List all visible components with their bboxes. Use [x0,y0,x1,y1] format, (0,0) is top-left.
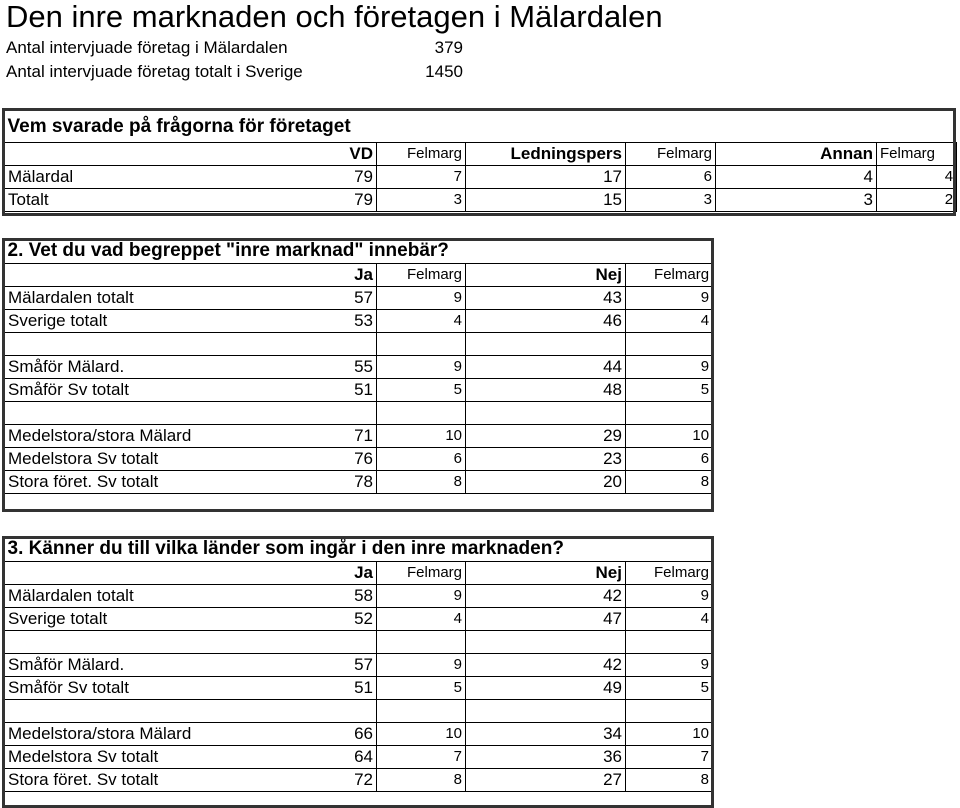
cell: 4 [626,309,713,332]
cell: 36 [466,745,626,768]
cell [377,630,466,653]
spacer-row [5,699,713,722]
cell: 48 [466,378,626,401]
cell: 17 [466,165,626,188]
cell [626,630,713,653]
cell: 9 [377,584,466,607]
row-label: Mälardalen totalt 57 [5,286,377,309]
cell: 10 [626,424,713,447]
table-row [5,676,713,699]
row-label: Mälardalen totalt 58 [5,584,377,607]
q3-heading: 3. Känner du till vilka länder som ingår i den inre marknaden? [7,538,564,560]
table-row [5,188,957,211]
cell [466,332,626,355]
cell: 9 [377,653,466,676]
col-header: Felmarg [377,263,466,286]
meta-label: Antal intervjuade företag totalt i Sverige [6,62,303,81]
q1-header-row [5,142,957,165]
cell: 8 [377,768,466,791]
col-header: Ja [5,561,377,584]
cell: 4 [377,309,466,332]
cell: 10 [377,722,466,745]
cell [377,401,466,424]
col-header: Nej [466,263,626,286]
table-row [5,286,713,309]
col-header: Felmarg [877,142,957,165]
cell: 9 [377,355,466,378]
row-label: Medelstora Sv totalt 76 [5,447,377,470]
col-header: Felmarg [377,561,466,584]
row-label [5,630,377,653]
cell: 3 [626,188,716,211]
cell: 5 [377,378,466,401]
page-title: Den inre marknaden och företagen i Mälardalen [6,0,663,34]
row-label: Småför Mälard. 57 [5,653,377,676]
q2-table [4,240,713,494]
cell: 3 [716,188,877,211]
cell: 20 [466,470,626,493]
cell: 8 [626,470,713,493]
cell [377,332,466,355]
row-label: Mälardal 79 [5,165,377,188]
cell: 7 [626,745,713,768]
cell: 8 [626,768,713,791]
col-header: Felmarg [626,561,713,584]
row-label: Sverige totalt 52 [5,607,377,630]
cell: 5 [626,378,713,401]
cell [466,630,626,653]
cell [466,401,626,424]
cell: 10 [377,424,466,447]
cell: 4 [377,607,466,630]
row-label [5,401,377,424]
row-label: Stora föret. Sv totalt 78 [5,470,377,493]
row-label: Småför Mälard. 55 [5,355,377,378]
cell: 8 [377,470,466,493]
row-label: Småför Sv totalt 51 [5,378,377,401]
cell: 5 [626,676,713,699]
table-row [5,607,713,630]
cell: 9 [626,584,713,607]
meta-value: 379 [434,38,463,57]
table-row [5,470,713,493]
cell: 9 [626,653,713,676]
cell [377,699,466,722]
cell: 44 [466,355,626,378]
cell: 42 [466,584,626,607]
meta-value: 1450 [425,62,463,81]
cell: 29 [466,424,626,447]
cell: 2 [877,188,957,211]
meta-label: Antal intervjuade företag i Mälardalen [6,38,288,57]
cell: 4 [626,607,713,630]
table-row [5,447,713,470]
col-header: Felmarg [626,142,716,165]
cell: 4 [877,165,957,188]
row-label: Medelstora Sv totalt 64 [5,745,377,768]
cell: 10 [626,722,713,745]
cell: 9 [626,355,713,378]
cell: 5 [377,676,466,699]
cell: 27 [466,768,626,791]
table-row [5,722,713,745]
cell: 6 [626,165,716,188]
row-label: Sverige totalt 53 [5,309,377,332]
col-header: Nej [466,561,626,584]
cell [626,332,713,355]
col-header: Ja [5,263,377,286]
col-header: Felmarg [377,142,466,165]
q2-header-row [5,263,713,286]
cell: 9 [626,286,713,309]
cell: 43 [466,286,626,309]
cell: 3 [377,188,466,211]
cell: 46 [466,309,626,332]
row-label [5,699,377,722]
cell: 49 [466,676,626,699]
q2-heading: 2. Vet du vad begreppet "inre marknad" innebär? [7,240,449,262]
row-label: Småför Sv totalt 51 [5,676,377,699]
meta-row-sverige [6,60,463,84]
cell [626,401,713,424]
q1-heading: Vem svarade på frågorna för företaget [7,115,351,137]
cell: 47 [466,607,626,630]
table-row [5,165,957,188]
table-row [5,745,713,768]
table-row [5,424,713,447]
cell: 42 [466,653,626,676]
row-label: Medelstora/stora Mälard 71 [5,424,377,447]
table-row [5,768,713,791]
col-header: Ledningspers [466,142,626,165]
cell: 7 [377,745,466,768]
cell: 15 [466,188,626,211]
q3-header-row [5,561,713,584]
q3-table [4,538,713,792]
table-row [5,378,713,401]
col-header: VD [5,142,377,165]
cell: 6 [377,447,466,470]
row-label: Totalt 79 [5,188,377,211]
row-label [5,332,377,355]
cell [466,699,626,722]
cell: 9 [377,286,466,309]
table-row [5,355,713,378]
cell: 34 [466,722,626,745]
spacer-row [5,332,713,355]
row-label: Medelstora/stora Mälard 66 [5,722,377,745]
cell: 6 [626,447,713,470]
table-row [5,653,713,676]
meta-row-malardalen [6,36,463,60]
spacer-row [5,630,713,653]
cell: 23 [466,447,626,470]
spacer-row [5,401,713,424]
col-header: Annan [716,142,877,165]
cell [626,699,713,722]
table-row [5,584,713,607]
table-row [5,309,713,332]
cell: 7 [377,165,466,188]
row-label: Stora föret. Sv totalt 72 [5,768,377,791]
cell: 4 [716,165,877,188]
col-header: Felmarg [626,263,713,286]
q1-table [4,112,957,212]
